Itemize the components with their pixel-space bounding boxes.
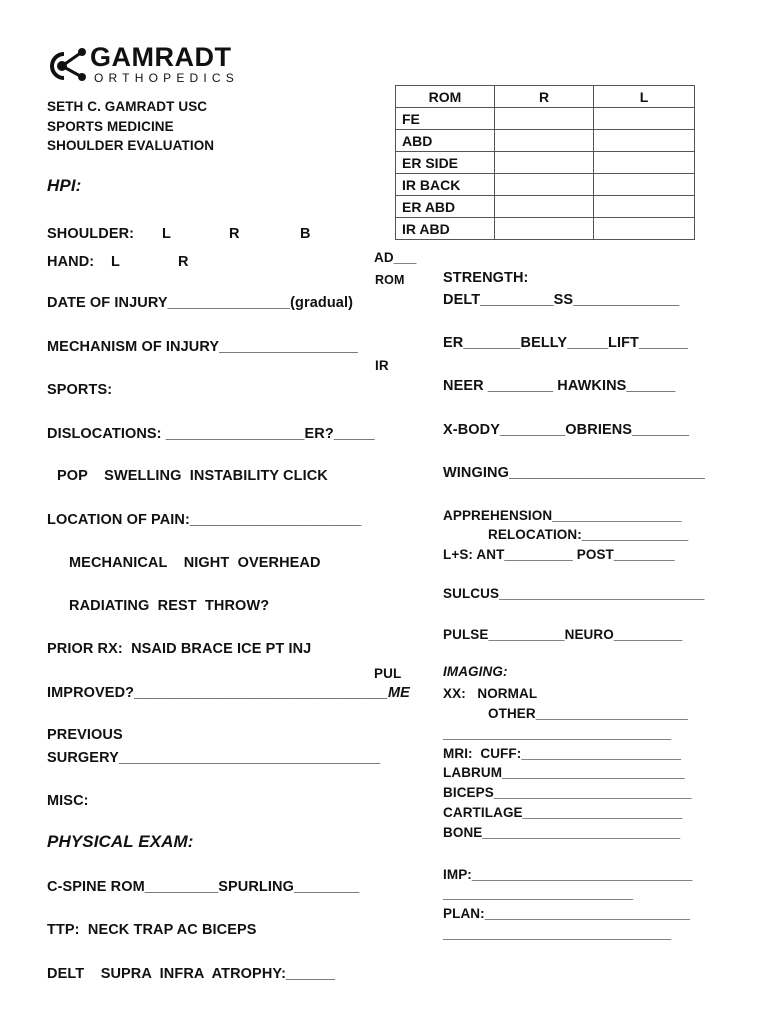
imaging-heading: IMAGING:	[443, 664, 508, 679]
hand-option-l[interactable]: L	[111, 254, 120, 270]
hpi-heading: HPI:	[47, 176, 82, 195]
rom-row-label: IR ABD	[396, 218, 495, 240]
logo-brand: GAMRADT	[90, 42, 232, 72]
rom-cell-r[interactable]	[495, 152, 594, 174]
rom-cell-r[interactable]	[495, 108, 594, 130]
fragment-me: ME	[388, 685, 410, 701]
shoulder-label: SHOULDER:	[47, 226, 135, 242]
fragment-ad: AD___	[374, 250, 417, 265]
rom-cell-r[interactable]	[495, 218, 594, 240]
prior-rx-options[interactable]: PRIOR RX: NSAID BRACE ICE PT INJ	[47, 641, 312, 657]
rom-row	[396, 152, 695, 174]
pulse-neuro-field[interactable]: PULSE__________NEURO_________	[443, 627, 683, 642]
sports-label: SPORTS:	[47, 382, 113, 398]
shoulder-option-b[interactable]: B	[300, 226, 311, 242]
impression-blank-line[interactable]: _________________________	[443, 886, 634, 901]
logo-subtitle: ORTHOPEDICS	[94, 71, 239, 85]
ttp-options[interactable]: TTP: NECK TRAP AC BICEPS	[47, 922, 257, 938]
rom-cell-l[interactable]	[594, 152, 695, 174]
rom-cell-l[interactable]	[594, 218, 695, 240]
pain-type-options-row[interactable]: MECHANICAL NIGHT OVERHEAD	[69, 555, 321, 571]
rom-row	[396, 196, 695, 218]
cspine-rom-field[interactable]: C-SPINE ROM_________SPURLING________	[47, 879, 360, 895]
apprehension-field[interactable]: APPREHENSION_________________	[443, 508, 682, 523]
neer-hawkins-field[interactable]: NEER ________ HAWKINS______	[443, 378, 676, 394]
header-line-3: SHOULDER EVALUATION	[47, 138, 215, 153]
relocation-field[interactable]: RELOCATION:______________	[488, 527, 689, 542]
sulcus-field[interactable]: SULCUS___________________________	[443, 586, 705, 601]
header-line-2: SPORTS MEDICINE	[47, 119, 174, 134]
mri-labrum-field[interactable]: LABRUM________________________	[443, 765, 685, 780]
date-of-injury-field[interactable]: DATE OF INJURY_______________(gradual)	[47, 295, 354, 311]
physical-exam-heading: PHYSICAL EXAM:	[47, 832, 194, 851]
er-belly-lift-field[interactable]: ER_______BELLY_____LIFT______	[443, 335, 688, 351]
rom-cell-l[interactable]	[594, 130, 695, 152]
dislocations-field[interactable]: DISLOCATIONS: _________________ER?_____	[47, 426, 375, 442]
rom-table	[395, 85, 695, 240]
rom-row	[396, 108, 695, 130]
pain-pattern-options-row[interactable]: RADIATING REST THROW?	[69, 598, 270, 614]
imaging-blank-line[interactable]: ______________________________	[443, 726, 672, 741]
shoulder-option-l[interactable]: L	[162, 226, 171, 242]
header-line-1: SETH C. GAMRADT USC	[47, 99, 208, 114]
mechanism-of-injury-field[interactable]: MECHANISM OF INJURY_________________	[47, 339, 358, 355]
rom-cell-l[interactable]	[594, 108, 695, 130]
rom-row-label: ABD	[396, 130, 495, 152]
plan-blank-line[interactable]: ______________________________	[443, 926, 672, 941]
impression-field[interactable]: IMP:_____________________________	[443, 867, 693, 882]
fragment-rom: ROM	[375, 273, 405, 287]
rom-row-label: FE	[396, 108, 495, 130]
improved-field[interactable]: IMPROVED?_______________________________	[47, 685, 388, 701]
previous-label: PREVIOUS	[47, 727, 123, 743]
surgery-field[interactable]: SURGERY________________________________	[47, 750, 381, 766]
hand-option-r[interactable]: R	[178, 254, 189, 270]
rom-cell-l[interactable]	[594, 174, 695, 196]
mri-biceps-field[interactable]: BICEPS__________________________	[443, 785, 692, 800]
rom-row-label: IR BACK	[396, 174, 495, 196]
rom-row	[396, 218, 695, 240]
molecule-logo-icon	[48, 44, 90, 84]
mri-cuff-field[interactable]: MRI: CUFF:_____________________	[443, 746, 682, 761]
rom-cell-r[interactable]	[495, 196, 594, 218]
rom-cell-r[interactable]	[495, 130, 594, 152]
rom-cell-l[interactable]	[594, 196, 695, 218]
rom-header-rom: ROM	[396, 86, 495, 108]
mri-bone-field[interactable]: BONE__________________________	[443, 825, 681, 840]
winging-field[interactable]: WINGING________________________	[443, 465, 705, 481]
xray-other-field[interactable]: OTHER____________________	[488, 706, 688, 721]
load-shift-field[interactable]: L+S: ANT_________ POST________	[443, 547, 675, 562]
mri-cartilage-field[interactable]: CARTILAGE_____________________	[443, 805, 683, 820]
strength-heading: STRENGTH:	[443, 270, 529, 286]
fragment-pul: PUL	[374, 666, 402, 681]
xbody-obriens-field[interactable]: X-BODY________OBRIENS_______	[443, 422, 690, 438]
misc-label: MISC:	[47, 793, 89, 809]
rom-header-r: R	[495, 86, 594, 108]
fragment-ir: IR	[375, 358, 389, 373]
xray-normal-option[interactable]: XX: NORMAL	[443, 686, 538, 701]
rom-row	[396, 174, 695, 196]
location-of-pain-field[interactable]: LOCATION OF PAIN:_____________________	[47, 512, 362, 528]
rom-table-header	[396, 86, 695, 108]
delt-ss-field[interactable]: DELT_________SS_____________	[443, 292, 680, 308]
rom-cell-r[interactable]	[495, 174, 594, 196]
rom-row-label: ER SIDE	[396, 152, 495, 174]
symptom-options-row[interactable]: POP SWELLING INSTABILITY CLICK	[57, 468, 328, 484]
atrophy-field[interactable]: DELT SUPRA INFRA ATROPHY:______	[47, 966, 336, 982]
rom-row	[396, 130, 695, 152]
rom-header-l: L	[594, 86, 695, 108]
hand-label: HAND:	[47, 254, 95, 270]
plan-field[interactable]: PLAN:___________________________	[443, 906, 691, 921]
shoulder-option-r[interactable]: R	[229, 226, 240, 242]
rom-row-label: ER ABD	[396, 196, 495, 218]
